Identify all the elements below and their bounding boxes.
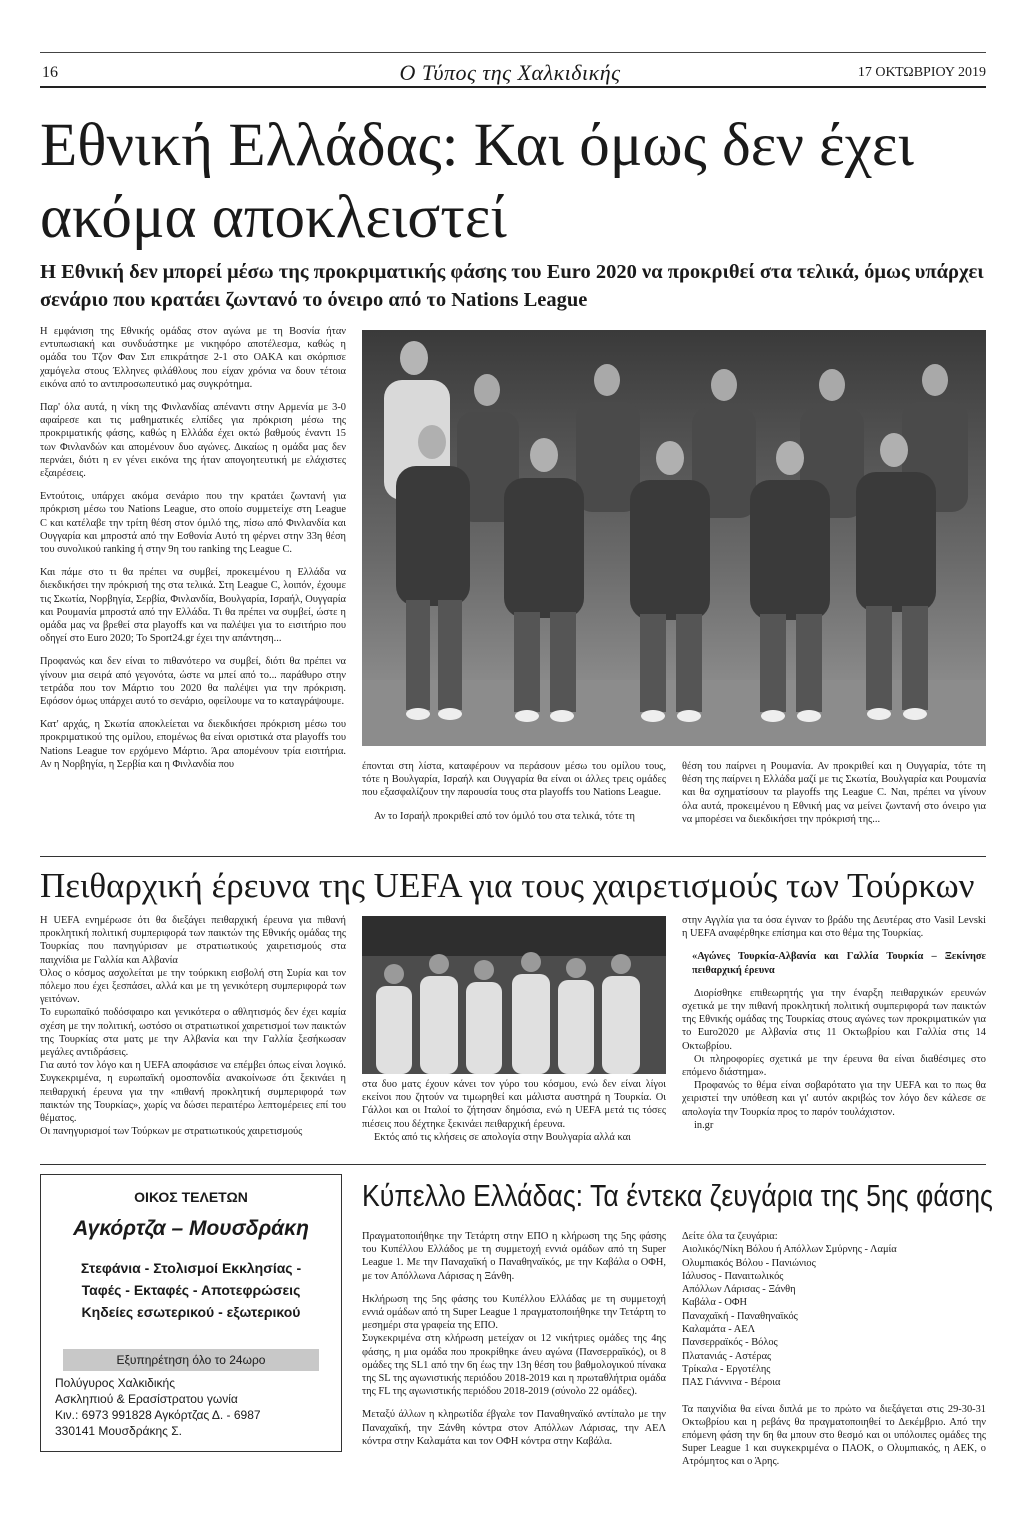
paragraph: στα δυο ματς έχουν κάνει τον γύρο του κόσμου, ενώ δεν είναι λίγοι εκείνοι που ζητούν να τιμωρηθεί και μάλιστα αυστηρά η Τουρκία. Οι Γάλλοι και οι Ιταλοί το ζήτησαν δημόσια, ενώ η UEFA μετά τις τόσες πιέσεις που δέχτηκε ξεκινάει πειθαρχική έρευνα.	[362, 1079, 666, 1130]
source-credit: in.gr	[694, 1119, 714, 1131]
paragraph: Διορίσθηκε επιθεωρητής για την έναρξη πειθαρχικών ερευνών σχετικά με την πιθανή προκλητική πολιτική συμπεριφορά των παικτών της Εθνικής ομάδας της Τουρκίας στους αγώνες των προκριματικών για το Euro2020 με Αλβανία στις 11 Οκτωβρίου και Γαλλία στις 14 Οκτωβρίου.	[682, 987, 986, 1052]
paragraph: Οι πληροφορίες σχετικά με την έρευνα θα είναι διαθέσιμες στο επόμενο διάστημα».	[682, 1053, 986, 1079]
ad-banner: Εξυπηρέτηση όλο το 24ωρο	[63, 1349, 319, 1371]
ad-service-line: Στεφάνια - Στολισμοί Εκκλησίας -	[80, 1260, 302, 1276]
article3-column-1	[362, 1230, 666, 1458]
cup-pairs-list	[682, 1230, 986, 1479]
ad-contact	[55, 1375, 333, 1439]
article2-column-3	[682, 914, 986, 1142]
article1-subhead: Η Εθνική δεν μπορεί μέσω της προκριματικής φάσης του Euro 2020 να προκριθεί στα τελικά, όμως υπάρχει σενάριο που κρατάει ζωντανό το όνειρο από το Nations League	[40, 261, 984, 311]
paragraph: στην Αγγλία για τα όσα έγιναν το βράδυ της Δευτέρας στο Vasil Levski η UEFA αναφέρθηκε επίσημα και στο θέμα της Τουρκίας.	[682, 915, 986, 940]
top-rule	[40, 52, 986, 53]
paragraph: Η UEFA ενημέρωσε ότι θα διεξάγει πειθαρχική έρευνα για πιθανή προκλητική πολιτική συμπεριφορά των παικτών της Εθνικής ομάδας της Τουρκίας που πανηγύρισαν με στρατιωτικούς χαιρετισμούς στα παιχνίδια με Γαλλία και Αλβανία	[40, 915, 346, 966]
paragraph: Εντούτοις, υπάρχει ακόμα σενάριο που την κρατάει ζωντανή για πρόκριση μέσω του Nations League, στο οποίο συμμετείχε στη League C και κατέλαβε την τρίτη θέση στον όμιλό της, πίσω από Φινλανδία και Ουγγαρία και μπροστά από την Εσθονία Αυτό τη φέρνει στην 33η θέση του συνολικού ranking ή στην 9η του ranking της League C.	[40, 491, 346, 556]
article2-column-2	[362, 1078, 666, 1154]
paragraph: Η εμφάνιση της Εθνικής ομάδας στον αγώνα με τη Βοσνία ήταν εντυπωσιακή και συνδυάστηκε με νικηφόρο αποτέλεσμα, καθώς η ομάδα του Τζον Φαν Σιπ επικράτησε 2-1 στο ΟΑΚΑ και σκόρπισε χαμόγελα στους Έλληνες φιλάθλους που είχαν χρόνια να δουν τέτοια εικόνα από το αντιπροσωπευτικό μας συγκρότημα.	[40, 326, 346, 390]
article3-headline: Κύπελλο Ελλάδας: Τα έντεκα ζευγάρια της 5ης φάσης	[362, 1178, 993, 1213]
team-photo	[362, 330, 986, 746]
article1-column-1	[40, 325, 346, 781]
paragraph: έπονται στη λίστα, καταφέρουν να περάσουν μέσω του ομίλου τους, τότε η Βουλγαρία, Ισραήλ και Ουγγαρία θα είναι οι άλλες τρεις ομάδες που εξασφαλίζουν την παρουσία τους στα playoffs του Nations League.	[362, 761, 666, 799]
ad-service-line: Κηδείες εσωτερικού - εξωτερικού	[81, 1304, 301, 1320]
paragraph: θέση του παίρνει η Ρουμανία. Αν προκριθεί και η Ουγγαρία, τότε τη θέση της παίρνει η Ελλάδα μαζί με τις Σκωτία, Βουλγαρία και Ρουμανία και θα σχηματίσουν τα playoffs της League C. Ναι, πρέπει να γίνουν όλα αυτά, προκειμένου η Εθνική μας να μείνει ζωντανή στο όνειρο για να μπορέσει να διεκδικήσει την πρόκρισή της...	[682, 761, 986, 825]
section-rule	[40, 856, 986, 857]
paragraph: Κατ' αρχάς, η Σκωτία αποκλείεται να διεκδικήσει πρόκριση μέσω του προκριματικού της ομίλου, επομένως θα είναι οριστικά στα playoffs του Nations League τον ερχόμενο Μάρτιο. Άρα απομένουν τρία εισιτήρια. Αν η Νορβηγία, η Σερβία και η Φινλανδία που	[40, 719, 346, 770]
list-item: ΠΑΣ Γιάννινα - Βέροια	[682, 1377, 781, 1389]
ad-phone-line: Κιν.: 6973 991828 Αγκόρτζας Δ. - 6987	[55, 1408, 261, 1422]
paragraph: Οι πανηγυρισμοί των Τούρκων με στρατιωτικούς χαιρετισμούς	[40, 1126, 303, 1138]
paragraph: Εκτός από τις κλήσεις σε απολογία στην Βουλγαρία αλλά και	[374, 1131, 631, 1143]
list-item: Παναχαϊκή - Παναθηναϊκός	[682, 1310, 798, 1322]
paragraph: Το ευρωπαϊκό ποδόσφαιρο και γενικότερα ο αθλητισμός δεν έχει καμία σχέση με την πολιτική, ωστόσο οι στρατιωτικοί χαιρετισμοί των παικτών της Τουρκίας στα ματς με την Αλβανία και την Γαλλία ξεσήκωσαν μεγάλες αντιδράσεις.	[40, 1007, 346, 1059]
ad-services	[41, 1257, 341, 1323]
header-rule	[40, 86, 986, 88]
paragraph: Για αυτό τον λόγο και η UEFA αποφάσισε να επέμβει όπως είναι λογικό. Συγκεκριμένα, η ευρωπαϊκή ομοσπονδία ανακοίνωσε ότι ξεκινάει η πειθαρχική έρευνα για την «πιθανή προκλητική συμπεριφορά των παικτών της Τουρκίας», χωρίς να δώσει περαιτέρω λεπτομέρειες επί του θέματος.	[40, 1060, 346, 1125]
list-item: Ολυμπιακός Βόλου - Πανιώνιος	[682, 1257, 816, 1269]
paragraph: Προφανώς το θέμα είναι σοβαρότατο για την UEFA και το πως θα χειριστεί την υπόθεση και γι' αυτόν ακριβώς τον λόγο δεν κάλεσε σε απολογία την Τουρκία προς το παρόν τουλάχιστον.	[682, 1080, 986, 1118]
list-intro: Δείτε όλα τα ζευγάρια:	[682, 1231, 778, 1242]
ad-name: Αγκόρτζα – Μουσδράκη	[73, 1217, 309, 1240]
headline-line-2: ακόμα αποκλειστεί	[40, 184, 507, 251]
section-rule	[40, 1164, 986, 1165]
paragraph: Προφανώς και δεν είναι το πιθανότερο να συμβεί, διότι θα πρέπει να γίνουν μια σειρά από γεγονότα, ώστε να μπεί από το... παράθυρο στην τετράδα που τον Μάρτιο του 2020 θα παλέψει για την πρόκριση. Εφόσον όμως υπάρχει αυτό το σενάριο, οφείλουμε να το καταγράψουμε.	[40, 656, 346, 708]
inner-heading: «Αγώνες Τουρκία-Αλβανία και Γαλλία Τουρκία – Ξεκίνησε πειθαρχική έρευνα	[692, 951, 986, 976]
turkey-players-photo	[362, 916, 666, 1074]
masthead: Ο Τύπος της Χαλκιδικής	[399, 60, 621, 85]
ad-phone-line: 330141 Μουσδράκης Σ.	[55, 1424, 183, 1438]
ad-service-line: Ταφές - Εκταφές - Αποτεφρώσεις	[81, 1282, 301, 1298]
paragraph: Τα παιχνίδια θα είναι διπλά με το πρώτο να διεξάγεται στις 29-30-31 Οκτωβρίου και η ρεβάνς θα πραγματοποιηθεί το Δεκέμβριο. Από την επόμενη φάση την 6η θα μπουν στο θεσμό και οι υπόλοιπες ομάδες της Super League 1 και συγκεκριμένα ο ΠΑΟΚ, ο Ολυμπιακός, η ΑΕΚ, ο Ατρόμητος και ο Άρης.	[682, 1403, 986, 1468]
article1-column-2	[362, 760, 666, 833]
paragraph: Μεταξύ άλλων η κληρωτίδα έβγαλε τον Παναθηναϊκό αντίπαλο με την Παναχαϊκή, την Ξάνθη κόντρα στον Απόλλων Λάρισας, την ΑΕΛ κόντρα στην Καλαμάτα και τον ΟΦΗ κόντρα στην Καβάλα.	[362, 1409, 666, 1447]
paragraph: Και πάμε στο τι θα πρέπει να συμβεί, προκειμένου η Ελλάδα να διεκδικήσει την πρόκρισή της στα τελικά. Στη League C, λοιπόν, έχουμε τις Σκωτία, Νορβηγία, Σερβία, Φινλανδία, Βουλγαρία, Ισραήλ, Ουγγαρία και Ρουμανία μπροστά από την Ελλάδα. Τι θα πρέπει να συμβεί, ώστε η ομάδα μας να βρεθεί στα playoffs και να παλέψει για το εισιτήριο που οδηγεί στο Euro 2020; Το Sport24.gr έχει την απάντηση...	[40, 567, 346, 645]
page-number: 16	[42, 64, 58, 81]
list-item: Τρίκαλα - Εργοτέλης	[682, 1363, 771, 1375]
article2-headline: Πειθαρχική έρευνα της UEFA για τους χαιρετισμούς των Τούρκων	[40, 866, 975, 905]
list-item: Απόλλων Λάρισας - Ξάνθη	[682, 1284, 796, 1296]
list-item: Πλατανιάς - Αστέρας	[682, 1350, 772, 1362]
list-item: Ιάλυσος - Παναιτωλικός	[682, 1270, 784, 1282]
list-item: Καλαμάτα - ΑΕΛ	[682, 1324, 756, 1336]
team-photo-graphic	[362, 330, 986, 746]
paragraph: Παρ' όλα αυτά, η νίκη της Φινλανδίας απέναντι στην Αρμενία με 3-0 αφαίρεσε και τις μαθηματικές ελπίδες για πρόκριση μέσω της προκριματικής φάσης, καθώς η Ελλάδα έχει οκτώ βαθμούς έναντι 15 των Φινλανδών και απομένουν δυο αγώνες. Δικαίως η ομάδα μας δεν περνάει, διότι η εν γένει εικόνα της ήταν απογοητευτική με ελάχιστες εξαιρέσεις.	[40, 402, 346, 480]
article2-column-1	[40, 914, 346, 1138]
list-item: Αιολικός/Νίκη Βόλου ή Απόλλων Σμύρνης - Λαμία	[682, 1244, 897, 1256]
paragraph: Πραγματοποιήθηκε την Τετάρτη στην ΕΠΟ η κλήρωση της 5ης φάσης του Κυπέλλου Ελλάδος με τη συμμετοχή εννιά ομάδων από τη Super League 1. Με την Παναχαϊκή ο Παναθηναϊκός, με την Καβάλα ο ΟΦΗ, με τον Απόλλωνα Λάρισας η Ξάνθη.	[362, 1231, 666, 1282]
paragraph: Συγκεκριμένα στη κλήρωση μετείχαν οι 12 νικήτριες ομάδες της 4ης φάσης, η μια ομάδα που προκρίθηκε άνευ αγώνα (Πανσερραϊκός), οι 8 ομάδες της SL1 από την 6η έως την 13η θέση του βαθμολογικού πίνακα της SL της αγωνιστικής περιόδου 2018-2019 και η πρωταθλήτρια ομάδα της FL της αγωνιστικής περιόδου 2018-2019 (σύνολο 22 ομάδες).	[362, 1333, 666, 1398]
ad-address-line: Ασκληπιού & Ερασίστρατου γωνία	[55, 1392, 238, 1406]
list-item: Καβάλα - ΟΦΗ	[682, 1297, 748, 1309]
ad-title: ΟΙΚΟΣ ΤΕΛΕΤΩΝ	[134, 1189, 248, 1205]
article1-headline	[40, 110, 1000, 254]
funeral-home-ad	[40, 1174, 342, 1452]
paragraph: Όλος ο κόσμος ασχολείται με την τούρκικη εισβολή στη Συρία και τον πόλεμο που έχει ξεσπάσει, αλλά και με τη γενικότερη συμπεριφορά των γειτόνων.	[40, 967, 346, 1006]
list-item: Πανσερραϊκός - Βόλος	[682, 1337, 778, 1349]
headline-line-1: Εθνική Ελλάδας: Και όμως δεν έχει	[40, 112, 914, 179]
article1-column-3	[682, 760, 986, 836]
paragraph: Αν το Ισραήλ προκριθεί από τον όμιλό του στα τελικά, τότε τη	[374, 810, 635, 822]
turkey-photo-graphic	[362, 916, 666, 1074]
issue-date: 17 ΟΚΤΩΒΡΙΟΥ 2019	[857, 65, 986, 80]
paragraph: Ηκλήρωση της 5ης φάσης του Κυπέλλου Ελλάδας με τη συμμετοχή εννιά ομάδων από τη Super League 1 πραγματοποιήθηκε την Τετάρτη το μεσημέρι στα γραφεία της ΕΠΟ.	[362, 1293, 666, 1332]
ad-address-line: Πολύγυρος Χαλκιδικής	[55, 1376, 175, 1390]
